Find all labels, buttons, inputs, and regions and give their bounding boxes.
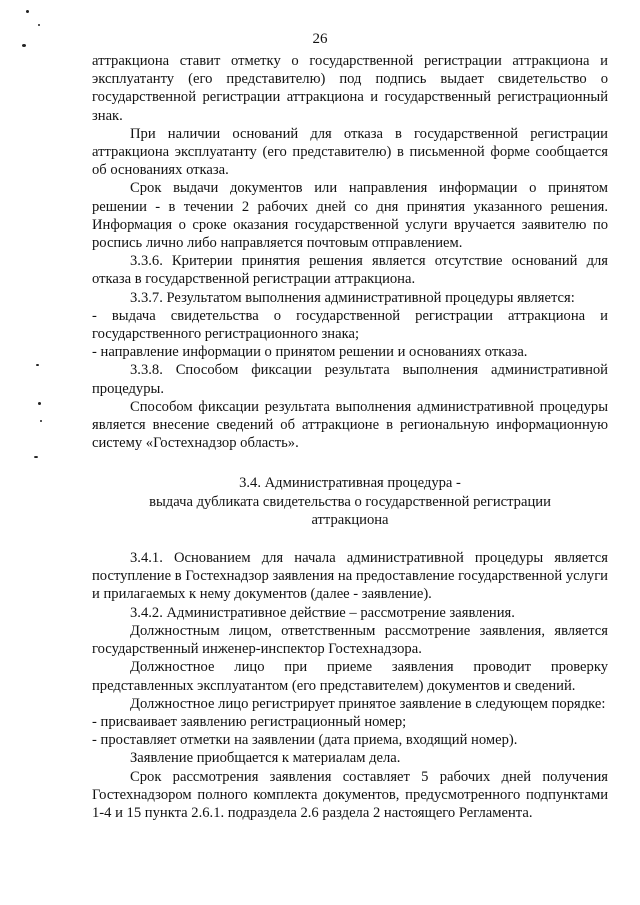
scan-speck	[34, 456, 38, 458]
paragraph: Должностное лицо при приеме заявления проводит проверку представленных эксплуатантом (его представителем) документов и сведений.	[92, 659, 608, 694]
paragraph: 3.3.7. Результатом выполнения административной процедуры является:	[130, 289, 575, 306]
paragraph: Срок рассмотрения заявления составляет 5 рабочих дней получения Гостехнадзором полного комплекта документов, предусмотренного подпунктами 1-4 и 15 пункта 2.6.1. подраздела 2.6 раздела 2 настоящего Регламента.	[92, 768, 608, 821]
paragraph: 3.4.2. Административное действие – рассмотрение заявления.	[130, 604, 515, 621]
section-heading-line: 3.4. Административная процедура -	[239, 475, 461, 492]
section-heading-line: аттракциона	[311, 511, 389, 528]
section-heading-line: выдача дубликата свидетельства о государственной регистрации	[149, 493, 551, 510]
paragraph: Заявление приобщается к материалам дела.	[130, 750, 401, 767]
paragraph: Способом фиксации результата выполнения административной процедуры является внесение сведений об аттракционе в региональную информационную систему «Гостехнадзор область».	[92, 398, 608, 452]
scan-speck	[36, 364, 39, 366]
paragraph: аттракциона ставит отметку о государственной регистрации аттракциона и эксплуатанту (его представителю) под подпись выдает свидетельство о государственной регистрации аттракциона и государственный регистрационный знак.	[92, 53, 608, 124]
list-item: - выдача свидетельства о государственной регистрации аттракциона и государственного регистрационного знака;	[92, 307, 608, 343]
document-body	[92, 52, 608, 822]
paragraph: Должностное лицо регистрирует принятое заявление в следующем порядке:	[130, 695, 606, 712]
paragraph: Должностным лицом, ответственным рассмотрение заявления, является государственный инженер-инспектор Гостехнадзора.	[92, 622, 608, 658]
section-heading	[92, 474, 608, 529]
scan-speck	[40, 420, 42, 422]
page-number: 26	[312, 31, 328, 47]
list-item: - проставляет отметки на заявлении (дата приема, входящий номер).	[92, 732, 518, 749]
paragraph: 3.3.8. Способом фиксации результата выполнения административной процедуры.	[92, 362, 608, 397]
scan-speck	[26, 10, 29, 13]
paragraph: Срок выдачи документов или направления информации о принятом решении - в течении 2 рабочих дней со дня принятия указанного решения. Информация о сроке оказания государственной услуги вручается заявителю по роспись лично либо направляется почтовым отправлением.	[92, 180, 608, 252]
scan-speck	[38, 402, 41, 405]
scan-speck	[38, 24, 40, 26]
list-item: - присваивает заявлению регистрационный номер;	[92, 713, 407, 730]
paragraph: При наличии оснований для отказа в государственной регистрации аттракциона эксплуатанту (его представителю) в письменной форме сообщается об основаниях отказа.	[92, 125, 608, 179]
paragraph: 3.3.6. Критерии принятия решения является отсутствие оснований для отказа в государственной регистрации аттракциона.	[92, 253, 608, 288]
paragraph: 3.4.1. Основанием для начала административной процедуры является поступление в Гостехнадзор заявления на предоставление государственной услуги и прилагаемых к нему документов (далее - заявление).	[92, 550, 608, 603]
list-item: - направление информации о принятом решении и основаниях отказа.	[92, 344, 528, 361]
